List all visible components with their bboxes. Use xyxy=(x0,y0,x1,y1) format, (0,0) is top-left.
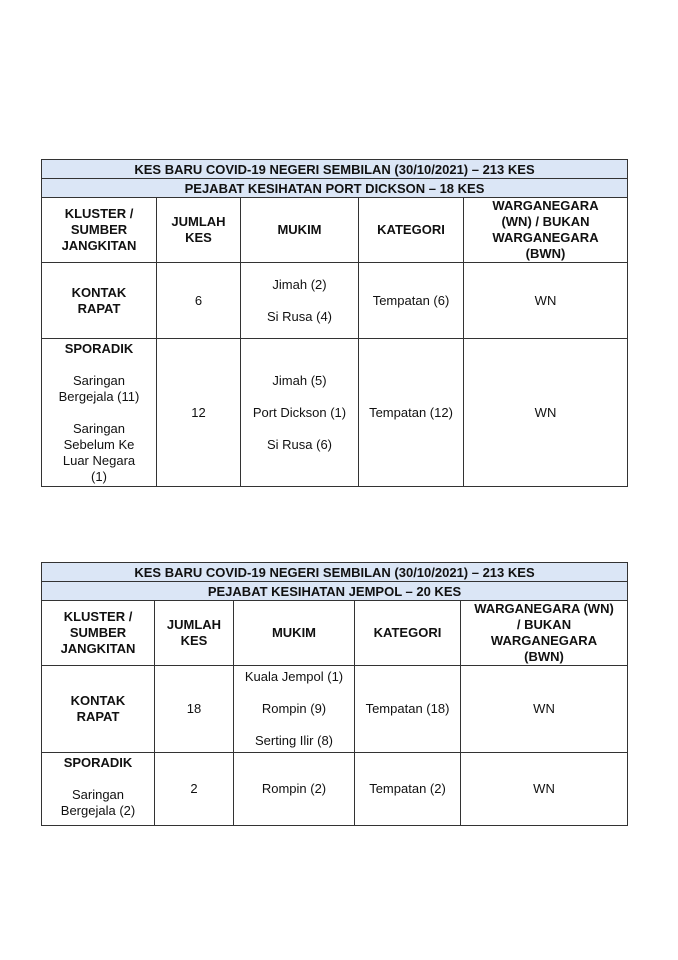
header-jumlah-kes: JUMLAH KES xyxy=(157,198,241,263)
kluster-cell: SPORADIK Saringan Bergejala (11) Saringan Sebelum Ke Luar Negara (1) xyxy=(42,339,157,487)
header-warganegara: WARGANEGARA (WN) / BUKAN WARGANEGARA (BWN) xyxy=(464,198,628,263)
jumlah-cell: 12 xyxy=(157,339,241,487)
warga-cell: WN xyxy=(464,263,628,339)
header-mukim: MUKIM xyxy=(241,198,359,263)
warga-cell: WN xyxy=(461,753,628,826)
warga-cell: WN xyxy=(464,339,628,487)
jumlah-cell: 18 xyxy=(155,666,234,753)
header-row xyxy=(42,601,628,666)
jumlah-cell: 2 xyxy=(155,753,234,826)
kategori-cell: Tempatan (6) xyxy=(359,263,464,339)
table-subtitle-row xyxy=(42,179,628,198)
header-mukim: MUKIM xyxy=(234,601,355,666)
cases-table-port-dickson xyxy=(41,159,628,487)
table-row xyxy=(42,666,628,753)
mukim-cell: Jimah (5) Port Dickson (1) Si Rusa (6) xyxy=(241,339,359,487)
table-row xyxy=(42,339,628,487)
kategori-cell: Tempatan (18) xyxy=(355,666,461,753)
table-row xyxy=(42,263,628,339)
header-kategori: KATEGORI xyxy=(359,198,464,263)
warga-cell: WN xyxy=(461,666,628,753)
header-row xyxy=(42,198,628,263)
mukim-cell: Jimah (2) Si Rusa (4) xyxy=(241,263,359,339)
kluster-cell: KONTAK RAPAT xyxy=(42,666,155,753)
table-subtitle: PEJABAT KESIHATAN JEMPOL – 20 KES xyxy=(42,582,628,601)
table-row xyxy=(42,753,628,826)
kluster-cell: KONTAK RAPAT xyxy=(42,263,157,339)
table-subtitle-row xyxy=(42,582,628,601)
kategori-cell: Tempatan (12) xyxy=(359,339,464,487)
kategori-cell: Tempatan (2) xyxy=(355,753,461,826)
jumlah-cell: 6 xyxy=(157,263,241,339)
table-title: KES BARU COVID-19 NEGERI SEMBILAN (30/10/2021) – 213 KES xyxy=(42,563,628,582)
cases-table-jempol xyxy=(41,562,628,826)
table-title-row xyxy=(42,160,628,179)
header-jumlah-kes: JUMLAH KES xyxy=(155,601,234,666)
header-warganegara: WARGANEGARA (WN) / BUKAN WARGANEGARA (BWN) xyxy=(461,601,628,666)
table-title: KES BARU COVID-19 NEGERI SEMBILAN (30/10/2021) – 213 KES xyxy=(42,160,628,179)
table-subtitle: PEJABAT KESIHATAN PORT DICKSON – 18 KES xyxy=(42,179,628,198)
mukim-cell: Rompin (2) xyxy=(234,753,355,826)
table-title-row xyxy=(42,563,628,582)
header-kluster: KLUSTER / SUMBER JANGKITAN xyxy=(42,198,157,263)
header-kluster: KLUSTER / SUMBER JANGKITAN xyxy=(42,601,155,666)
header-kategori: KATEGORI xyxy=(355,601,461,666)
kluster-cell: SPORADIK Saringan Bergejala (2) xyxy=(42,753,155,826)
mukim-cell: Kuala Jempol (1) Rompin (9) Serting Ilir (8) xyxy=(234,666,355,753)
